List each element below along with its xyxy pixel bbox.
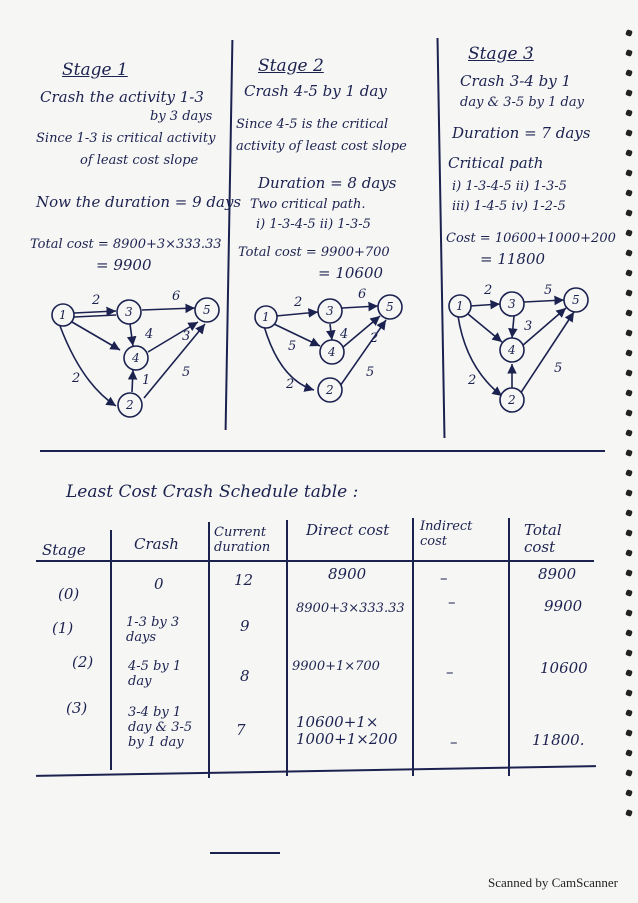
table-cell: 3-4 by 1 day & 3-5 by 1 day [128,705,193,750]
table-cell: (2) [72,653,94,671]
binding-hole [625,349,633,357]
binding-hole [625,309,633,317]
stage2-line: Since 4-5 is the critical [236,117,389,132]
table-cell: (0) [58,585,80,603]
binding-hole [625,569,633,577]
binding-hole [625,189,633,197]
network-diagram-stage3 [440,278,610,428]
table-cell: 9900 [544,597,583,615]
binding-hole [625,429,633,437]
network-diagram-stage2 [240,280,440,430]
binding-hole [625,449,633,457]
stage3-line: = 11800 [480,250,546,268]
stage2-line: = 10600 [318,264,384,282]
stage2-title: Stage 2 [258,56,324,76]
col-header: Indirect cost [420,519,473,549]
edge-3-4 [130,324,133,346]
stage1-line: = 9900 [96,256,152,274]
table-cell: 7 [236,721,246,739]
binding-hole [625,289,633,297]
edge-label: 2 [468,373,477,388]
edge-1-3 [74,311,116,313]
edge-1-2 [60,326,116,406]
binding-hole [625,49,633,57]
binding-hole [625,389,633,397]
stage1-line: by 3 days [150,109,213,124]
edge-4-5 [148,322,198,352]
table-cell: – [446,663,454,681]
stage3-line: Cost = 10600+1000+200 [446,231,616,246]
stage1-line: of least cost slope [80,153,199,168]
edge-2-4 [132,370,133,392]
edge-label: 5 [554,361,563,376]
binding-hole [625,329,633,337]
edge-label: 5 [182,365,191,380]
edge-label: 4 [340,327,349,342]
table-cell: 8900+3×333.33 [296,601,405,616]
table-cell: 8 [240,667,250,685]
stage2-line: Duration = 8 days [258,174,397,192]
stage2-line: Total cost = 9900+700 [238,245,390,260]
table-rule [36,765,596,777]
svg-text:2: 2 [508,393,516,407]
table-cell: – [448,593,456,611]
svg-text:5: 5 [386,300,394,314]
svg-text:1: 1 [262,310,270,324]
table-cell: 9 [240,617,250,635]
table-cell: 0 [154,575,164,593]
stage3-line: Crash 3-4 by 1 [460,72,572,90]
binding-hole [625,549,633,557]
stage1-line: Crash the activity 1-3 [40,88,204,106]
network-diagram-stage1 [30,280,230,430]
edge-1-4 [72,322,120,350]
edge-label: 2 [294,295,303,310]
stage1-line: Now the duration = 9 days [36,193,242,211]
scanner-watermark: Scanned by CamScanner [488,875,618,890]
svg-text:3: 3 [125,305,133,319]
svg-text:2: 2 [326,383,334,397]
stage1-title: Stage 1 [62,60,128,80]
binding-hole [625,809,633,817]
stage3-title: Stage 3 [468,44,534,64]
table-rule [412,518,414,776]
stage2-line: i) 1-3-4-5 ii) 1-3-5 [256,217,371,232]
table-cell: (1) [52,619,74,637]
binding-hole [625,689,633,697]
col-header: Total cost [524,521,562,557]
svg-text:3: 3 [508,297,516,311]
edge-label: 5 [288,339,297,354]
table-cell: 12 [234,571,254,589]
stage3-line: i) 1-3-4-5 ii) 1-3-5 [452,179,567,194]
edge-label: 2 [370,331,379,346]
binding-hole [625,789,633,797]
divider-line [40,450,605,452]
table-cell: 10600 [540,659,588,677]
binding-hole [625,769,633,777]
binding-hole [625,169,633,177]
table-rule [208,522,210,778]
binding-hole [625,709,633,717]
svg-text:4: 4 [508,343,516,357]
edge-label: 2 [92,293,101,308]
edge-label: 6 [172,289,181,304]
binding-hole [625,29,633,37]
svg-text:1: 1 [456,299,464,313]
spiral-binding [620,30,632,850]
table-rule [36,560,594,562]
binding-hole [625,609,633,617]
edge-label: 1 [142,373,151,388]
stage1-line: Total cost = 8900+3×333.33 [30,237,222,252]
binding-hole [625,589,633,597]
edge-label: 6 [358,287,367,302]
edge-label: 3 [182,329,191,344]
binding-hole [625,129,633,137]
svg-text:3: 3 [326,304,334,318]
stage3-line: iii) 1-4-5 iv) 1-2-5 [452,199,566,214]
svg-text:2: 2 [126,398,134,412]
binding-hole [625,69,633,77]
col-header: Current duration [214,525,271,555]
binding-hole [625,749,633,757]
binding-hole [625,729,633,737]
binding-hole [625,369,633,377]
stage2-line: Two critical path. [250,197,366,212]
table-cell: – [450,733,458,751]
binding-hole [625,649,633,657]
binding-hole [625,409,633,417]
edge-label: 4 [145,327,154,342]
edge-label: 2 [72,371,81,386]
col-header: Direct cost [306,521,390,539]
table-cell: 11800. [532,731,585,749]
svg-text:4: 4 [132,351,140,365]
binding-hole [625,249,633,257]
binding-hole [625,469,633,477]
table-cell: 4-5 by 1 day [128,659,182,689]
stage1-line: Since 1-3 is critical activity [36,131,216,146]
svg-text:5: 5 [203,303,211,317]
binding-hole [625,209,633,217]
table-rule [110,530,112,770]
edge-label: 5 [544,283,553,298]
binding-hole [625,89,633,97]
table-cell: – [440,569,448,587]
binding-hole [625,669,633,677]
binding-hole [625,509,633,517]
col-header: Stage [42,541,86,559]
stage2-line: activity of least cost slope [236,139,407,154]
binding-hole [625,629,633,637]
edge-label: 2 [286,377,295,392]
stage2-line: Crash 4-5 by 1 day [244,82,387,100]
col-header: Crash [134,535,179,553]
svg-text:4: 4 [328,345,336,359]
binding-hole [625,109,633,117]
stage3-line: day & 3-5 by 1 day [460,95,584,110]
table-heading: Least Cost Crash Schedule table : [66,482,359,502]
table-cell: 8900 [328,565,367,583]
stage3-line: Critical path [448,154,544,172]
binding-hole [625,269,633,277]
table-cell: 9900+1×700 [292,659,380,674]
edge-label: 2 [484,283,493,298]
binding-hole [625,229,633,237]
table-cell: 10600+1× 1000+1×200 [296,713,398,749]
table-rule [508,518,510,776]
table-cell: (3) [66,699,88,717]
end-mark [210,852,280,854]
svg-text:5: 5 [572,293,580,307]
binding-hole [625,529,633,537]
edge-label: 5 [366,365,375,380]
binding-hole [625,489,633,497]
svg-text:1: 1 [59,308,67,322]
table-rule [286,520,288,776]
edge-3-5 [142,308,195,310]
table-cell: 1-3 by 3 days [126,615,180,645]
table-cell: 8900 [538,565,577,583]
edge-label: 3 [524,319,533,334]
binding-hole [625,149,633,157]
stage3-line: Duration = 7 days [452,124,591,142]
